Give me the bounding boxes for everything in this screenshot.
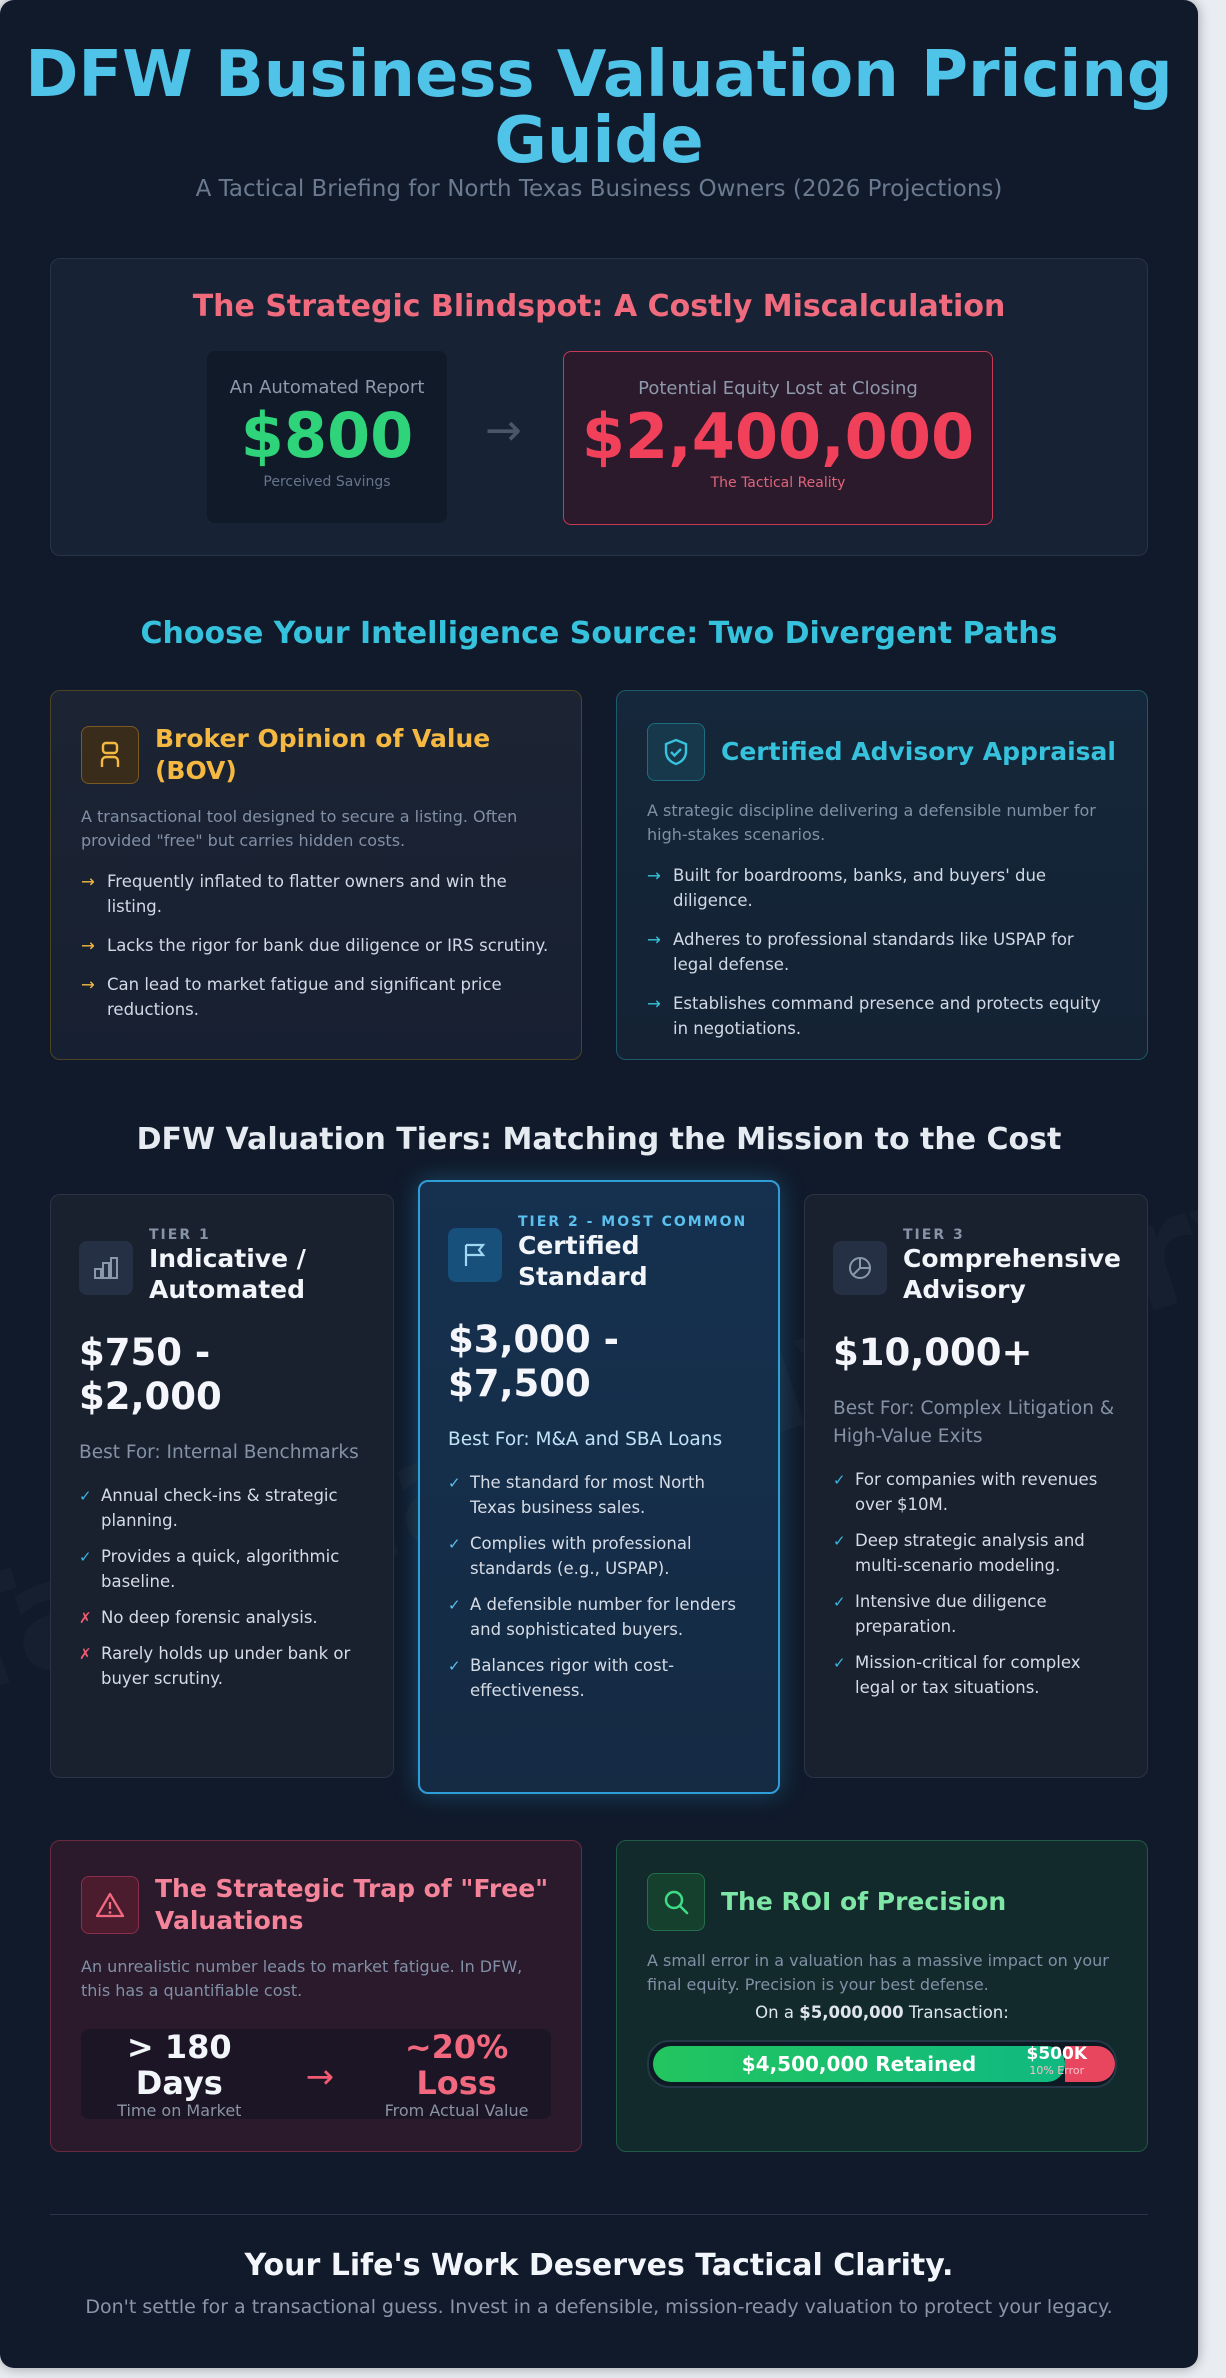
bov-description: A transactional tool designed to secure a listing. Often provided "free" but carries hidden costs. [81, 807, 518, 850]
tier-kicker: TIER 2 - MOST COMMON [518, 1214, 748, 1230]
list-item [81, 972, 551, 1022]
tier-name: Comprehensive Advisory [903, 1244, 1122, 1304]
check-icon: ✓ [448, 1535, 461, 1553]
list-item [79, 1641, 365, 1691]
person-badge-icon [81, 726, 139, 784]
equity-lost-caption: The Tactical Reality [710, 475, 846, 491]
bov-title: Broker Opinion of Value (BOV) [155, 724, 491, 785]
time-on-market-stat [81, 2029, 278, 2120]
search-icon [647, 1873, 705, 1931]
automated-report-value: $800 [240, 399, 414, 472]
bov-item-text: Can lead to market fatigue and significant price reductions. [107, 975, 502, 1019]
automated-report-caption: Perceived Savings [263, 474, 391, 490]
free-valuation-trap-card [50, 1840, 582, 2152]
stat-value: > 180 Days [126, 2027, 232, 2102]
tier-name: Indicative / Automated [149, 1244, 306, 1304]
retained-label: $4,500,000 Retained [741, 2052, 977, 2076]
automated-report-box [207, 351, 447, 523]
check-icon: ✓ [448, 1657, 461, 1675]
tier-item-text: Intensive due diligence preparation. [855, 1592, 1047, 1636]
retained-segment [653, 2046, 1065, 2082]
list-item [647, 927, 1117, 977]
trap-description: An unrealistic number leads to market fatigue. In DFW, this has a quantifiable cost. [81, 1957, 523, 2000]
trap-stats [81, 2029, 551, 2119]
stat-label: From Actual Value [384, 2100, 529, 2120]
check-icon: ✓ [833, 1593, 846, 1611]
tier-item-text: For companies with revenues over $10M. [855, 1470, 1098, 1514]
flag-icon [448, 1228, 502, 1282]
equity-bar [647, 2040, 1117, 2088]
tier-item-text: Provides a quick, algorithmic baseline. [101, 1547, 340, 1591]
trap-title: The Strategic Trap of "Free" Valuations [155, 1874, 549, 1935]
list-item [79, 1544, 365, 1594]
pie-chart-icon [833, 1241, 887, 1295]
check-icon: ✓ [833, 1471, 846, 1489]
tier-price: $750 - $2,000 [79, 1331, 222, 1418]
list-item [647, 863, 1117, 913]
error-label-group [1027, 2044, 1088, 2078]
tier-item-text: Balances rigor with cost-effectiveness. [470, 1656, 675, 1700]
equity-lost-box [563, 351, 993, 525]
roi-description: A small error in a valuation has a massive impact on your final equity. Precision is your best defense. [647, 1951, 1109, 1994]
advisory-card [616, 690, 1148, 1060]
tier-item-text: Rarely holds up under bank or buyer scrutiny. [101, 1644, 351, 1688]
list-item [833, 1528, 1119, 1578]
divider [50, 2214, 1148, 2215]
tier-2-card [418, 1180, 780, 1794]
stat-value: ~20% Loss [404, 2027, 509, 2102]
tier-item-text: No deep forensic analysis. [101, 1608, 318, 1627]
cross-icon: ✗ [79, 1609, 92, 1627]
transaction-line [647, 2003, 1117, 2022]
tier-name: Certified Standard [518, 1231, 648, 1291]
arrow-icon: → [647, 866, 661, 885]
list-item [833, 1589, 1119, 1639]
list-item [79, 1483, 365, 1533]
footer-headline: Your Life's Work Deserves Tactical Clarity. [244, 2248, 954, 2283]
tier-best-for: Best For: Internal Benchmarks [79, 1442, 359, 1463]
list-item [448, 1470, 750, 1520]
tier-price: $3,000 - $7,500 [448, 1318, 620, 1405]
footer-text: Don't settle for a transactional guess. Invest in a defensible, mission-ready valuation to protect your legacy. [85, 2296, 1113, 2318]
blindspot-card [50, 258, 1148, 556]
tier-item-text: A defensible number for lenders and sophisticated buyers. [470, 1595, 736, 1639]
page-title: DFW Business Valuation Pricing Guide [25, 38, 1173, 178]
roi-card [616, 1840, 1148, 2152]
list-item [833, 1467, 1119, 1517]
bar-chart-icon [79, 1241, 133, 1295]
tier-item-text: Deep strategic analysis and multi-scenario modeling. [855, 1531, 1085, 1575]
error-label: 10% Error [1029, 2064, 1085, 2077]
blindspot-title: The Strategic Blindspot: A Costly Miscalculation [192, 289, 1006, 324]
list-item [448, 1592, 750, 1642]
advisory-description: A strategic discipline delivering a defensible number for high-stakes scenarios. [647, 801, 1096, 844]
roi-title: The ROI of Precision [721, 1887, 1007, 1916]
arrow-icon: → [305, 2057, 335, 2097]
arrow-icon: → [485, 405, 522, 456]
bov-item-text: Frequently inflated to flatter owners and win the listing. [107, 872, 507, 916]
equity-lost-value: $2,400,000 [581, 400, 975, 473]
page-subtitle: A Tactical Briefing for North Texas Business Owners (2026 Projections) [195, 176, 1003, 202]
arrow-icon: → [647, 930, 661, 949]
shield-check-icon [647, 723, 705, 781]
transaction-amount: $5,000,000 [799, 2003, 904, 2022]
tier-kicker: TIER 1 [149, 1227, 211, 1243]
tiers-heading: DFW Valuation Tiers: Matching the Mission to the Cost [136, 1122, 1062, 1157]
arrow-icon: → [81, 936, 95, 955]
error-value: $500K [1026, 2044, 1087, 2064]
check-icon: ✓ [79, 1487, 92, 1505]
tier-item-text: Mission-critical for complex legal or tax situations. [855, 1653, 1081, 1697]
tier-kicker: TIER 3 [903, 1227, 965, 1243]
tier-item-text: Complies with professional standards (e.g., USPAP). [470, 1534, 692, 1578]
arrow-icon: → [81, 975, 95, 994]
cross-icon: ✗ [79, 1645, 92, 1663]
tier-item-text: The standard for most North Texas business sales. [470, 1473, 705, 1517]
value-loss-stat [362, 2029, 551, 2120]
list-item [448, 1653, 750, 1703]
arrow-icon: → [647, 994, 661, 1013]
stat-label: Time on Market [117, 2100, 242, 2120]
tier-3-card [804, 1194, 1148, 1778]
automated-report-label: An Automated Report [229, 377, 425, 398]
check-icon: ✓ [448, 1596, 461, 1614]
list-item [647, 991, 1117, 1041]
check-icon: ✓ [448, 1474, 461, 1492]
list-item [448, 1531, 750, 1581]
tier-item-text: Annual check-ins & strategic planning. [101, 1486, 338, 1530]
bov-card [50, 690, 582, 1060]
tier-price: $10,000+ [833, 1331, 1033, 1374]
check-icon: ✓ [833, 1532, 846, 1550]
check-icon: ✓ [79, 1548, 92, 1566]
paths-heading: Choose Your Intelligence Source: Two Divergent Paths [140, 616, 1058, 651]
advisory-item-text: Adheres to professional standards like USPAP for legal defense. [673, 930, 1074, 974]
list-item [79, 1605, 365, 1630]
advisory-item-text: Establishes command presence and protects equity in negotiations. [673, 994, 1101, 1038]
advisory-item-text: Built for boardrooms, banks, and buyers' due diligence. [673, 866, 1047, 910]
tier-best-for: Best For: M&A and SBA Loans [448, 1429, 723, 1450]
check-icon: ✓ [833, 1654, 846, 1672]
transaction-suffix: Transaction: [908, 2003, 1009, 2022]
list-item [833, 1650, 1119, 1700]
tier-best-for: Best For: Complex Litigation & High-Value Exits [833, 1398, 1115, 1447]
tier-1-card [50, 1194, 394, 1778]
transaction-prefix: On a [755, 2003, 794, 2022]
arrow-icon: → [81, 872, 95, 891]
list-item [81, 869, 551, 919]
warning-icon [81, 1876, 139, 1934]
list-item [81, 933, 551, 958]
equity-lost-label: Potential Equity Lost at Closing [638, 378, 918, 399]
advisory-title: Certified Advisory Appraisal [721, 737, 1116, 766]
bov-item-text: Lacks the rigor for bank due diligence or IRS scrutiny. [107, 936, 549, 955]
